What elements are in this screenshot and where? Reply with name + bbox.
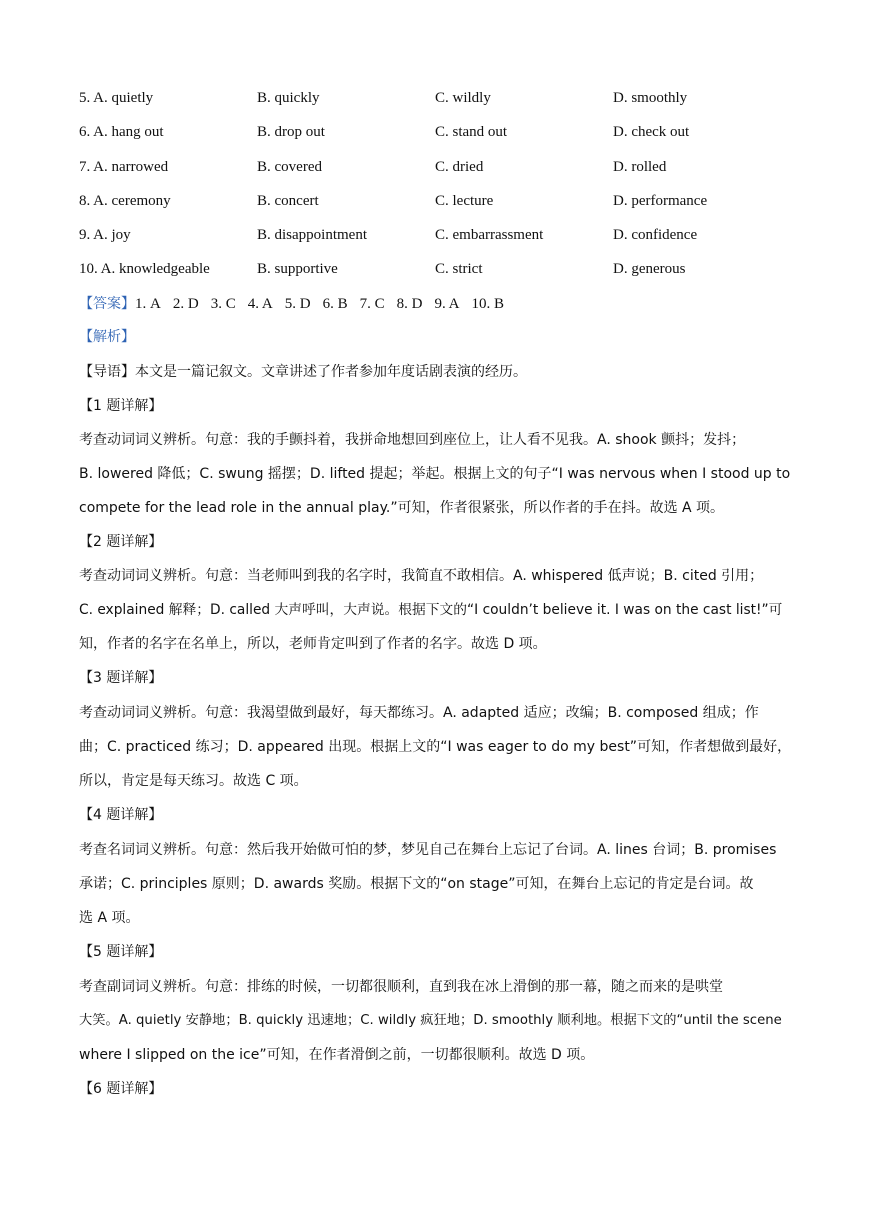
analysis-label: 【解析】 bbox=[79, 329, 135, 345]
explanation-line: 考查动词词义辨析。句意：我的手颤抖着，我拼命地想回到座位上，让人看不见我。A. shook 颤抖；发抖； bbox=[79, 432, 746, 448]
answer-item: 10. B bbox=[471, 296, 504, 312]
option-c: C. lecture bbox=[435, 193, 494, 209]
option-row bbox=[79, 189, 839, 213]
option-row bbox=[79, 120, 839, 144]
option-a: 6. A. hang out bbox=[79, 124, 164, 140]
answer-item: 1. A bbox=[135, 296, 161, 312]
option-d: D. rolled bbox=[613, 159, 667, 175]
answer-item: 3. C bbox=[210, 296, 236, 312]
answer-item: 2. D bbox=[172, 296, 199, 312]
explanation-line: 大笑。A. quietly 安静地；B. quickly 迅速地；C. wildly 疯狂地；D. smoothly 顺利地。根据下文的“until the scene bbox=[79, 1013, 782, 1028]
option-c: C. stand out bbox=[435, 124, 508, 140]
option-d: D. confidence bbox=[613, 227, 698, 243]
explanation-line: where I slipped on the ice”可知，在作者滑倒之前，一切都很顺利。故选 D 项。 bbox=[79, 1047, 595, 1063]
answer-item: 9. A bbox=[434, 296, 460, 312]
option-a: 5. A. quietly bbox=[79, 90, 154, 106]
question-heading: 【2 题详解】 bbox=[79, 534, 163, 550]
explanation-line: compete for the lead role in the annual play.”可知，作者很紧张，所以作者的手在抖。故选 A 项。 bbox=[79, 500, 725, 516]
option-c: C. dried bbox=[435, 159, 484, 175]
option-b: B. disappointment bbox=[257, 227, 367, 243]
explanation-line: 知，作者的名字在名单上，所以，老师肯定叫到了作者的名字。故选 D 项。 bbox=[79, 636, 547, 652]
option-row bbox=[79, 257, 839, 281]
question-heading: 【4 题详解】 bbox=[79, 807, 163, 823]
question-heading: 【6 题详解】 bbox=[79, 1081, 163, 1097]
explanation-line: 考查动词词义辨析。句意：当老师叫到我的名字时，我简直不敢相信。A. whispered 低声说；B. cited 引用； bbox=[79, 568, 764, 584]
option-a: 7. A. narrowed bbox=[79, 159, 169, 175]
option-b: B. covered bbox=[257, 159, 322, 175]
explanation-line: 考查名词词义辨析。句意：然后我开始做可怕的梦，梦见自己在舞台上忘记了台词。A. lines 台词；B. promises bbox=[79, 842, 777, 858]
explanation-line: 选 A 项。 bbox=[79, 910, 140, 926]
option-b: B. drop out bbox=[257, 124, 325, 140]
answer-item: 5. D bbox=[284, 296, 311, 312]
explanation-line: 曲；C. practiced 练习；D. appeared 出现。根据上文的“I was eager to do my best”可知，作者想做到最好， bbox=[79, 739, 792, 755]
explanation-line: 所以，肯定是每天练习。故选 C 项。 bbox=[79, 773, 308, 789]
option-b: B. concert bbox=[257, 193, 319, 209]
explanation-line: 考查副词词义辨析。句意：排练的时候，一切都很顺利，直到我在冰上滑倒的那一幕，随之而来的是哄堂 bbox=[79, 979, 723, 995]
option-c: C. embarrassment bbox=[435, 227, 544, 243]
option-row bbox=[79, 155, 839, 179]
answer-item: 8. D bbox=[396, 296, 423, 312]
explanation-line: 考查动词词义辨析。句意：我渴望做到最好，每天都练习。A. adapted 适应；改编；B. composed 组成；作 bbox=[79, 705, 759, 721]
option-a: 8. A. ceremony bbox=[79, 193, 171, 209]
answer-row bbox=[79, 290, 516, 316]
explanation-line: C. explained 解释；D. called 大声呼叫，大声说。根据下文的“I couldn’t believe it. I was on the cast list!”可 bbox=[79, 602, 783, 618]
question-heading: 【5 题详解】 bbox=[79, 944, 163, 960]
answer-item: 7. C bbox=[359, 296, 385, 312]
answer-item: 4. A bbox=[247, 296, 273, 312]
explanation-line: 承诺；C. principles 原则；D. awards 奖励。根据下文的“on stage”可知，在舞台上忘记的肯定是台词。故 bbox=[79, 876, 754, 892]
option-d: D. generous bbox=[613, 261, 686, 277]
question-heading: 【3 题详解】 bbox=[79, 670, 163, 686]
option-d: D. smoothly bbox=[613, 90, 688, 106]
explanation-line: B. lowered 降低；C. swung 摇摆；D. lifted 提起；举起。根据上文的句子“I was nervous when I stood up to bbox=[79, 466, 791, 482]
option-a: 9. A. joy bbox=[79, 227, 131, 243]
option-a: 10. A. knowledgeable bbox=[79, 261, 210, 277]
option-row bbox=[79, 223, 839, 247]
option-b: B. quickly bbox=[257, 90, 320, 106]
option-row bbox=[79, 86, 839, 110]
option-d: D. check out bbox=[613, 124, 690, 140]
option-c: C. strict bbox=[435, 261, 483, 277]
option-b: B. supportive bbox=[257, 261, 338, 277]
option-c: C. wildly bbox=[435, 90, 491, 106]
option-d: D. performance bbox=[613, 193, 708, 209]
answer-item: 6. B bbox=[322, 296, 348, 312]
question-heading: 【1 题详解】 bbox=[79, 398, 163, 414]
answer-label: 【答案】 bbox=[79, 296, 135, 312]
intro-line: 【导语】本文是一篇记叙文。文章讲述了作者参加年度话剧表演的经历。 bbox=[79, 364, 527, 380]
